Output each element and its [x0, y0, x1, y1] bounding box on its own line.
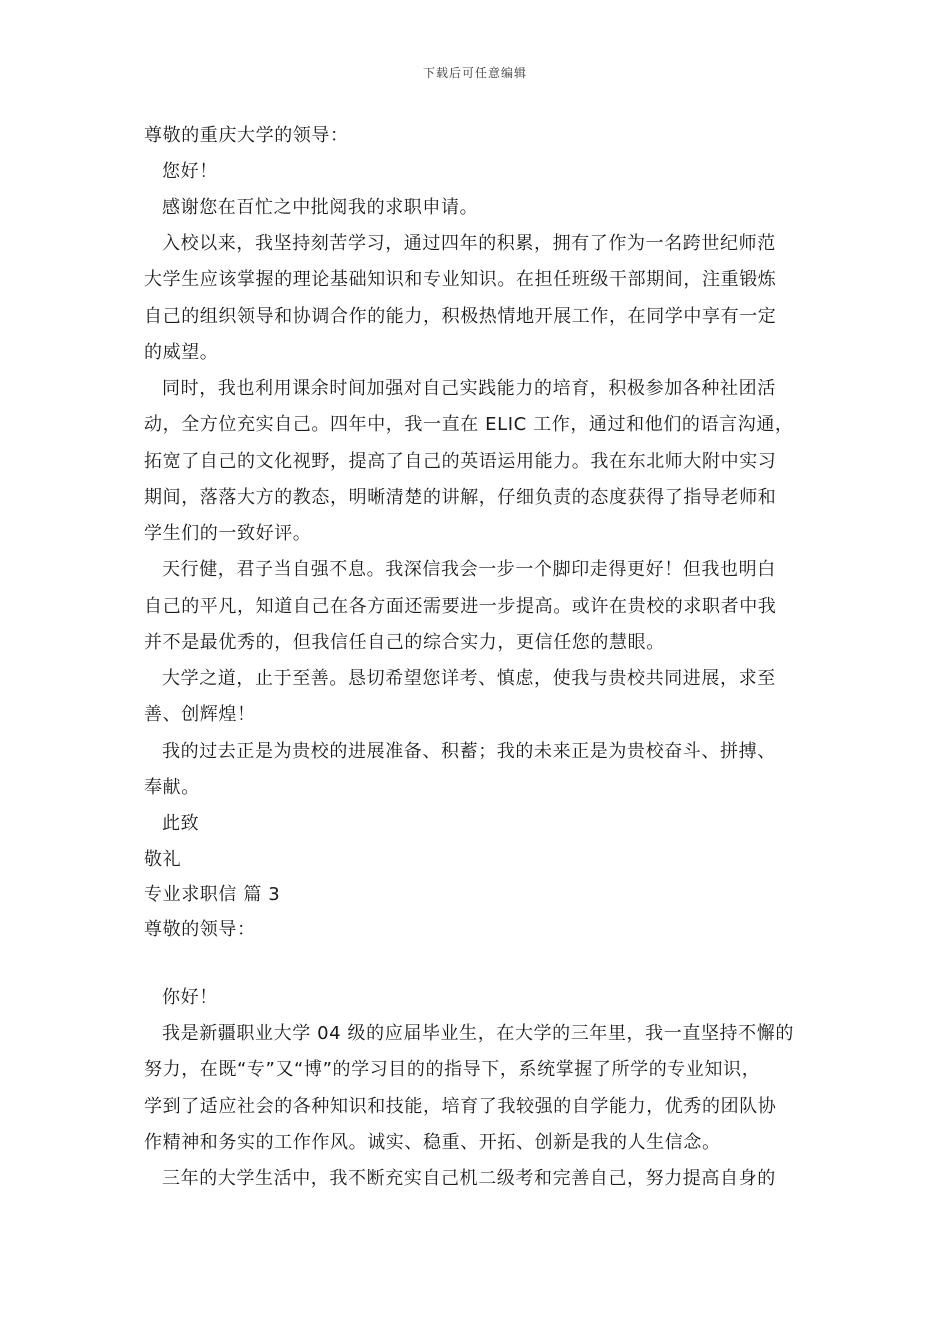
paragraph-line: 自己的平凡，知道自己在各方面还需要进一步提高。或许在贵校的求职者中我	[144, 596, 777, 617]
paragraph-line: 动，全方位充实自己。四年中，我一直在 ELIC 工作，通过和他们的语言沟通，	[144, 414, 794, 435]
paragraph-line: 自己的组织领导和协调合作的能力，积极热情地开展工作，在同学中享有一定	[144, 306, 777, 327]
paragraph-line: 期间，落落大方的教态，明晰清楚的讲解，仔细负责的态度获得了指导老师和	[144, 487, 777, 508]
paragraph-line: 入校以来，我坚持刻苦学习，通过四年的积累，拥有了作为一名跨世纪师范	[162, 233, 776, 254]
paragraph-line: 并不是最优秀的，但我信任自己的综合实力，更信任您的慧眼。	[144, 632, 665, 653]
greeting: 您好！	[162, 161, 218, 182]
paragraph-line: 奉献。	[144, 777, 200, 798]
paragraph-line: 大学生应该掌握的理论基础知识和专业知识。在担任班级干部期间，注重锻炼	[144, 269, 777, 290]
paragraph-line: 拓宽了自己的文化视野，提高了自己的英语运用能力。我在东北师大附中实习	[144, 451, 777, 472]
closing-line: 此致	[162, 813, 200, 834]
page-header: 下载后可任意编辑	[422, 66, 527, 80]
paragraph-line: 我是新疆职业大学 04 级的应届毕业生，在大学的三年里，我一直坚持不懈的	[162, 1023, 794, 1044]
paragraph-line: 学生们的一致好评。	[144, 523, 312, 544]
paragraph-line: 的威望。	[144, 342, 219, 363]
section-title: 专业求职信 篇 3	[144, 884, 281, 905]
paragraph-line: 同时，我也利用课余时间加强对自己实践能力的培育，积极参加各种社团活	[162, 378, 776, 399]
paragraph-line: 我的过去正是为贵校的进展准备、积蓄；我的未来正是为贵校奋斗、拼搏、	[162, 741, 776, 762]
paragraph-line: 大学之道，止于至善。恳切希望您详考、慎虑，使我与贵校共同进展，求至	[162, 668, 776, 689]
paragraph-line: 天行健，君子当自强不息。我深信我会一步一个脚印走得更好！但我也明白	[162, 559, 776, 580]
greeting: 你好！	[162, 987, 218, 1008]
closing-line: 敬礼	[144, 849, 182, 870]
paragraph-line: 学到了适应社会的各种知识和技能，培育了我较强的自学能力，优秀的团队协	[144, 1096, 777, 1117]
paragraph-line: 作精神和务实的工作作风。诚实、稳重、开拓、创新是我的人生信念。	[144, 1132, 721, 1153]
salutation: 尊敬的领导：	[144, 919, 256, 940]
paragraph-line: 感谢您在百忙之中批阅我的求职申请。	[162, 197, 479, 218]
paragraph-line: 三年的大学生活中，我不断充实自己机二级考和完善自己，努力提高自身的	[162, 1168, 776, 1189]
paragraph-line: 努力，在既“专”又“博”的学习目的的指导下，系统掌握了所学的专业知识，	[144, 1059, 761, 1080]
paragraph-line: 善、创辉煌！	[144, 704, 256, 725]
salutation: 尊敬的重庆大学的领导：	[144, 125, 349, 146]
